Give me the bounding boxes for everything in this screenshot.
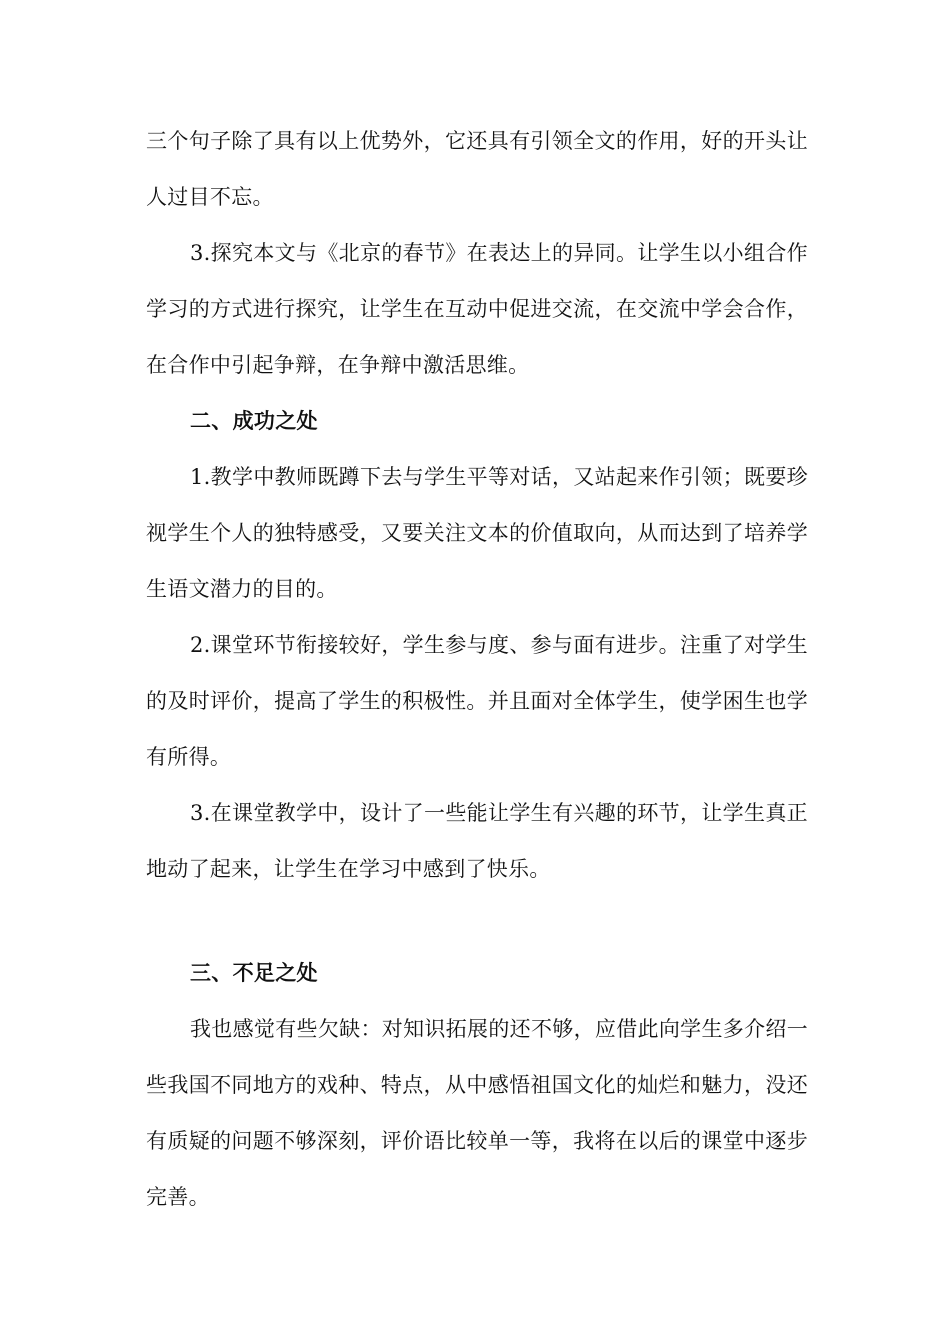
paragraph-explore-comparison: 3.探究本文与《北京的春节》在表达上的异同。让学生以小组合作学习的方式进行探究，让学生在互动中促进交流，在交流中学会合作，在合作中引起争辩，在争辩中激活思维。	[146, 241, 808, 377]
paragraph-success-2: 2.课堂环节衔接较好，学生参与度、参与面有进步。注重了对学生的及时评价，提高了学生的积极性。并且面对全体学生，使学困生也学有所得。	[146, 633, 808, 769]
section-heading-successes: 二、成功之处	[190, 408, 318, 433]
paragraph-continuation: 三个句子除了具有以上优势外，它还具有引领全文的作用，好的开头让人过目不忘。	[146, 129, 808, 209]
section-heading-shortcomings: 三、不足之处	[190, 960, 318, 985]
paragraph-success-3: 3.在课堂教学中，设计了一些能让学生有兴趣的环节，让学生真正地动了起来，让学生在学习中感到了快乐。	[146, 801, 808, 881]
paragraph-shortcomings: 我也感觉有些欠缺：对知识拓展的还不够，应借此向学生多介绍一些我国不同地方的戏种、特点，从中感悟祖国文化的灿烂和魅力，没还有质疑的问题不够深刻，评价语比较单一等，我将在以后的课堂中逐步完善。	[146, 1017, 808, 1209]
paragraph-success-1: 1.教学中教师既蹲下去与学生平等对话，又站起来作引领；既要珍视学生个人的独特感受，又要关注文本的价值取向，从而达到了培养学生语文潜力的目的。	[146, 465, 808, 601]
